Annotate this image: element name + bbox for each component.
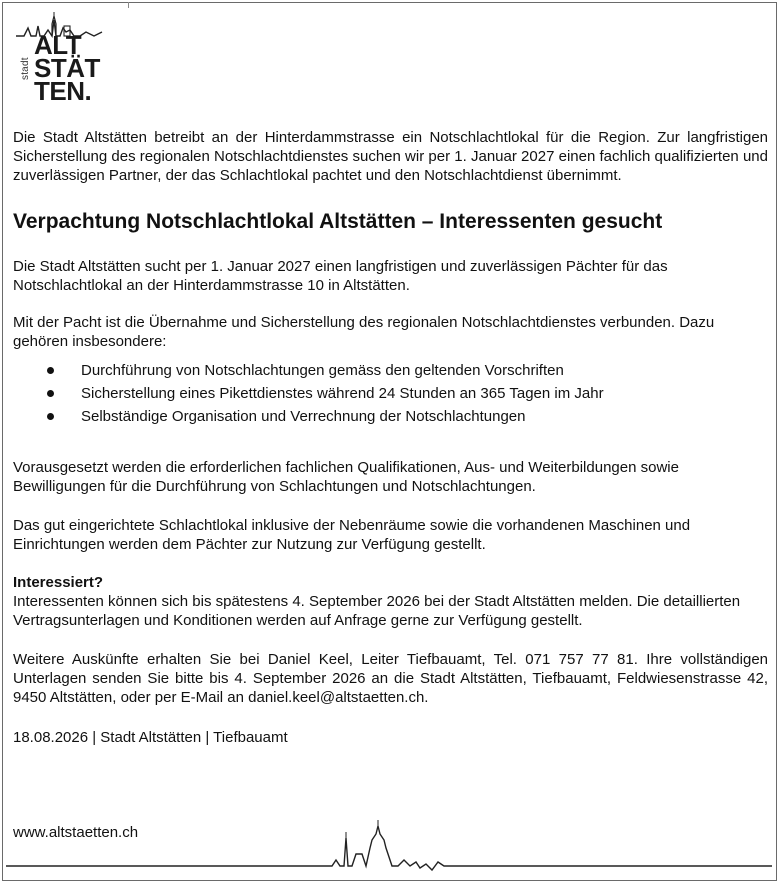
- website-link[interactable]: www.altstaetten.ch: [13, 824, 139, 841]
- signoff: 18.08.2026 | Stadt Altstätten | Tiefbauamt: [13, 729, 288, 746]
- requirements-paragraph: Vorausgesetzt werden die erforderlichen fachlichen Qualifikationen, Aus- und Weiterbildungen sowie Bewilligungen für die Durchführung von Schlachtungen und Notschlachtungen.: [13, 459, 679, 495]
- duties-list: [13, 361, 768, 430]
- list-item: [13, 361, 768, 384]
- interest-paragraph: Interessenten können sich bis spätestens 4. September 2026 bei der Stadt Altstätten melden. Die detaillierten Vertragsunterlagen und Konditionen werden auf Anfrage gerne zur Verfügung gestellt.: [13, 593, 741, 629]
- logo-prefix: stadt: [20, 57, 31, 80]
- intro-paragraph: Die Stadt Altstätten betreibt an der Hinterdammstrasse ein Notschlachtlokal für die Region. Zur langfristigen Sicherstellung des regionalen Notschlachtdienstes suchen wir per 1. Januar 2027 einen fachlich qualifizierten und zuverlässigen Partner, der das Schlachtlokal pachtet und den Notschlachtdienst übernimmt.: [13, 129, 768, 184]
- altstaetten-logo: [14, 10, 104, 110]
- equipment-paragraph: Das gut eingerichtete Schlachtlokal inklusive der Nebenräume sowie die vorhandenen Maschinen und Einrichtungen werden dem Pächter zur Nutzung zur Verfügung gestellt.: [13, 517, 691, 553]
- crop-mark: [128, 2, 129, 8]
- page-title: Verpachtung Notschlachtlokal Altstätten – Interessenten gesucht: [13, 210, 663, 233]
- logo-line: STÄT: [34, 53, 100, 83]
- bullet-icon: [47, 390, 54, 397]
- logo-line: TEN.: [34, 76, 92, 106]
- bullet-icon: [47, 413, 54, 420]
- list-item: [13, 384, 768, 407]
- list-item-text: Selbständige Organisation und Verrechnung der Notschlachtungen: [81, 408, 526, 425]
- contact-paragraph: Weitere Auskünfte erhalten Sie bei Daniel Keel, Leiter Tiefbauamt, Tel. 071 757 77 81. Ihre vollständigen Unterlagen senden Sie bitte bis 4. September 2026 an die Stadt Altstätten, Tiefbauamt, Feldwiesenstrasse 42, 9450 Altstätten, oder per E-Mail an daniel.keel@altstaetten.ch.: [13, 651, 768, 706]
- bullet-icon: [47, 367, 54, 374]
- list-item: [13, 407, 768, 430]
- search-paragraph: Die Stadt Altstätten sucht per 1. Januar 2027 einen langfristigen und zuverlässigen Pächter für das Notschlachtlokal an der Hinterdammstrasse 10 in Altstätten.: [13, 258, 668, 294]
- logo-line: ALT: [34, 30, 82, 60]
- list-item-text: Durchführung von Notschlachtungen gemäss den geltenden Vorschriften: [81, 362, 564, 379]
- document-body: [13, 128, 768, 747]
- list-item-text: Sicherstellung eines Pikettdienstes während 24 Stunden an 365 Tagen im Jahr: [81, 385, 604, 402]
- interest-heading: Interessiert?: [13, 574, 104, 591]
- logo-wordmark: [34, 30, 100, 106]
- duties-intro-paragraph: Mit der Pacht ist die Übernahme und Sicherstellung des regionalen Notschlachtdienstes verbunden. Dazu gehören insbesondere:: [13, 314, 715, 350]
